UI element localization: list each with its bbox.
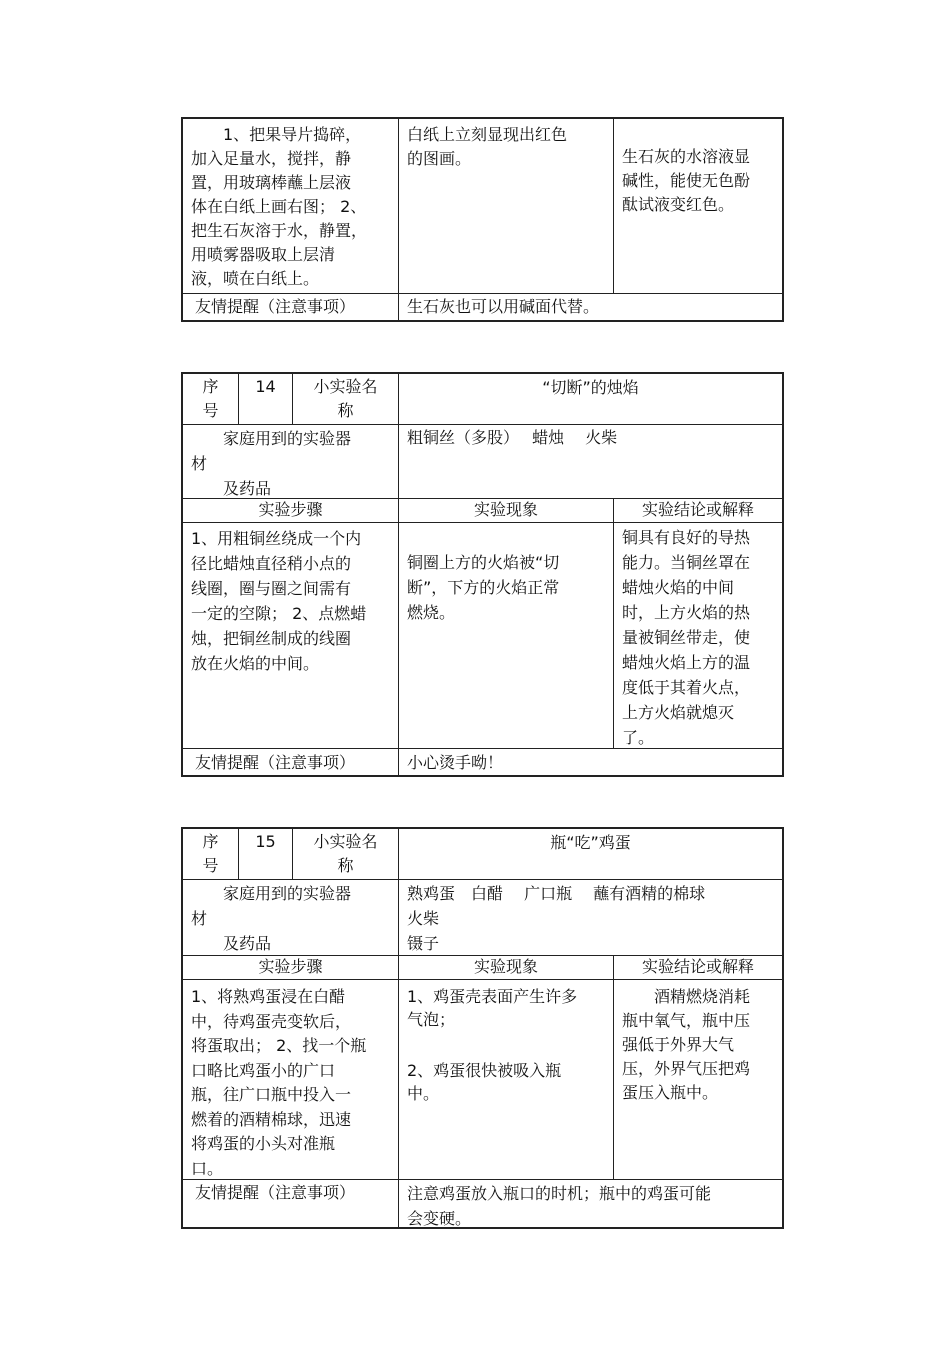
column-header-phenomenon: 实验现象 [473,957,538,976]
serial-number: 14 [255,377,276,396]
steps-text: 1、将熟鸡蛋浸在白醋 中，待鸡蛋壳变软后， 将蛋取出； 2、找一个瓶 口略比鸡蛋小的广口 瓶，往广口瓶中投入一 燃着的酒精棉球，迅速 将鸡蛋的小头对准瓶 口。 [191,987,367,1178]
materials-label: 家庭用到的实验器 材 及药品 [191,884,352,953]
phenomenon-text: 铜圈上方的火焰被“切 断”，下方的火焰正常 燃烧。 [407,553,560,622]
serial-number: 15 [255,832,276,851]
experiment-name: 瓶“吃”鸡蛋 [550,833,631,852]
conclusion-text: 铜具有良好的导热 能力。当铜丝罩在 蜡烛火焰的中间 时，上方火焰的热 量被铜丝带走，使 蜡烛火焰上方的温 度低于其着火点， 上方火焰就熄灭 了。 [622,528,751,747]
conclusion-text: 生石灰的水溶液显 碱性，能使无色酚 酞试液变红色。 [622,147,751,214]
column-header-steps: 实验步骤 [258,500,323,519]
experiment-name: “切断”的烛焰 [542,378,639,397]
phenomenon-text-2: 2、鸡蛋很快被吸入瓶 中。 [407,1061,562,1103]
materials-text: 熟鸡蛋 白醋 广口瓶 蘸有酒精的棉球 火柴 镊子 [407,884,706,953]
experiment-table-15 [181,827,784,1229]
note-label: 友情提醒（注意事项） [195,1183,356,1202]
steps-text: 1、把果导片捣碎， 加入足量水，搅拌，静 置，用玻璃棒蘸上层液 体在白纸上画右图； 2、 把生石灰溶于水，静置， 用喷雾器吸取上层清 液，喷在白纸上。 [191,125,368,288]
note-text: 小心烫手呦！ [407,753,504,772]
materials-label: 家庭用到的实验器 材 及药品 [191,429,352,498]
note-label: 友情提醒（注意事项） [195,753,356,772]
serial-label: 序 号 [202,832,219,875]
experiment-name-label: 小实验名 称 [313,377,378,420]
column-header-steps: 实验步骤 [258,957,323,976]
column-header-phenomenon: 实验现象 [473,500,538,519]
column-header-conclusion: 实验结论或解释 [641,957,754,976]
note-text: 注意鸡蛋放入瓶口的时机；瓶中的鸡蛋可能 会变硬。 [407,1184,712,1228]
phenomenon-text: 白纸上立刻显现出红色 的图画。 [407,125,568,168]
phenomenon-text-1: 1、鸡蛋壳表面产生许多 气泡； [407,987,578,1029]
experiment-table-13-continued [181,117,784,322]
experiment-table-14 [181,372,784,777]
note-text: 生石灰也可以用碱面代替。 [407,297,600,316]
serial-label: 序 号 [202,377,219,420]
steps-text: 1、用粗铜丝绕成一个内 径比蜡烛直径稍小点的 线圈，圈与圈之间需有 一定的空隙； 2、点燃蜡 烛，把铜丝制成的线圈 放在火焰的中间。 [191,529,367,673]
column-header-conclusion: 实验结论或解释 [641,500,754,519]
materials-text: 粗铜丝（多股） 蜡烛 火柴 [407,428,618,447]
conclusion-text: 酒精燃烧消耗 瓶中氧气，瓶中压 强低于外界大气 压，外界气压把鸡 蛋压入瓶中。 [622,987,751,1102]
experiment-name-label: 小实验名 称 [313,832,378,875]
note-label: 友情提醒（注意事项） [195,297,356,316]
